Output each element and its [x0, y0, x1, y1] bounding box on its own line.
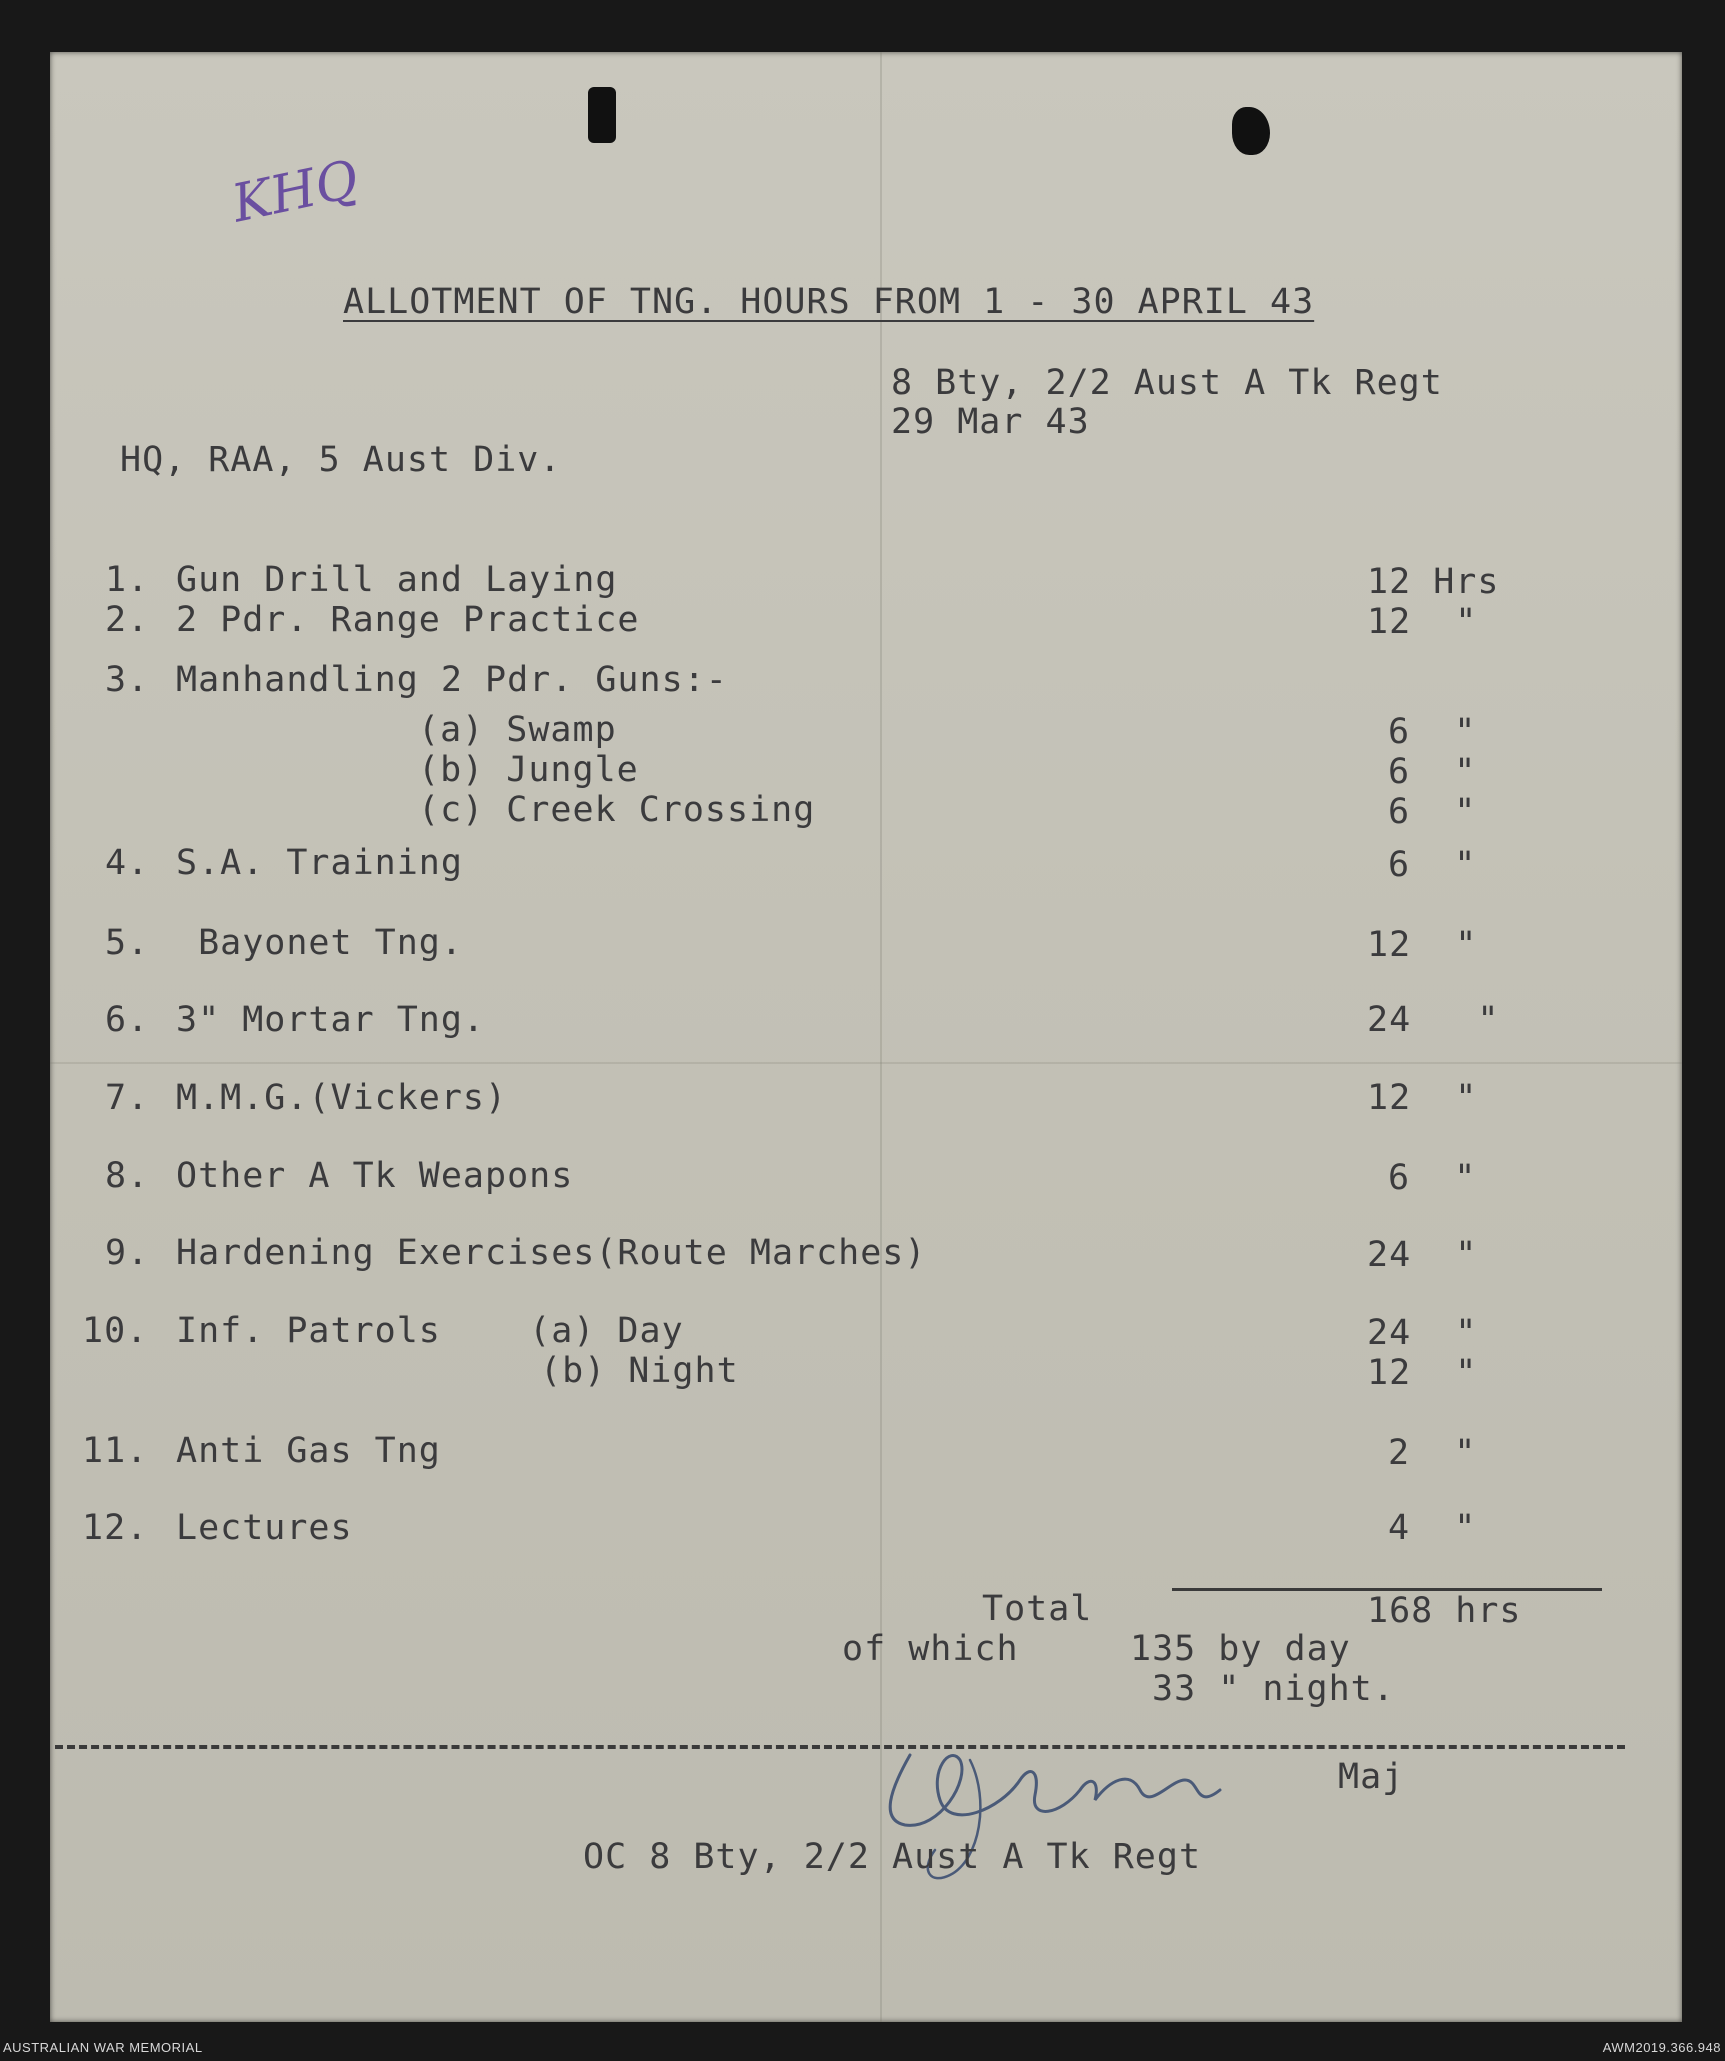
item-hours: 12 " — [1367, 925, 1478, 965]
footer-right: AWM2019.366.948 — [1602, 2040, 1721, 2055]
item-label: Gun Drill and Laying — [176, 560, 618, 600]
item-label: S.A. Training — [176, 843, 463, 883]
breakdown-night: 33 " night. — [1152, 1669, 1395, 1709]
item-number: 1. — [105, 560, 150, 600]
item-number: 6. — [105, 1000, 150, 1040]
item-label: Hardening Exercises(Route Marches) — [176, 1233, 927, 1273]
item-number: 4. — [105, 843, 150, 883]
item-number: 9. — [105, 1233, 150, 1273]
item-hours: 12 " — [1367, 602, 1478, 642]
item-hours: 6 " — [1388, 845, 1477, 885]
item-hours: 12 " — [1367, 1353, 1478, 1393]
recipient: HQ, RAA, 5 Aust Div. — [120, 440, 562, 480]
item-hours: 12 " — [1367, 1078, 1478, 1118]
item-hours: 6 " — [1388, 712, 1477, 752]
total-value: 168 hrs — [1367, 1591, 1522, 1631]
item-label: Bayonet Tng. — [176, 923, 463, 963]
item-number: 2. — [105, 600, 150, 640]
item-label: Other A Tk Weapons — [176, 1156, 574, 1196]
sender-unit: 8 Bty, 2/2 Aust A Tk Regt — [891, 363, 1443, 403]
item-label: 2 Pdr. Range Practice — [176, 600, 640, 640]
footer-left: AUSTRALIAN WAR MEMORIAL — [3, 2040, 203, 2055]
item-hours: 24 " — [1367, 1000, 1500, 1040]
item-number: 7. — [105, 1078, 150, 1118]
total-label: Total — [982, 1589, 1093, 1629]
item-label: Manhandling 2 Pdr. Guns:- — [176, 660, 728, 700]
item-hours: 24 " — [1367, 1235, 1478, 1275]
punch-hole-left — [588, 87, 616, 143]
item-label: Inf. Patrols (a) Day — [176, 1311, 684, 1351]
item-number: 11. — [82, 1431, 149, 1471]
signature-block: OC 8 Bty, 2/2 Aust A Tk Regt — [583, 1837, 1202, 1877]
punch-hole-right — [1232, 107, 1270, 155]
item-sub-label: (a) Swamp — [418, 710, 617, 750]
document-date: 29 Mar 43 — [891, 402, 1090, 442]
item-sub-label: (b) Night — [540, 1351, 739, 1391]
item-hours: 2 " — [1388, 1433, 1477, 1473]
item-label: M.M.G.(Vickers) — [176, 1078, 508, 1118]
separator-rule — [55, 1745, 1625, 1749]
signature-rank: Maj — [1338, 1757, 1405, 1797]
item-hours: 24 " — [1367, 1313, 1478, 1353]
item-hours: 4 " — [1388, 1508, 1477, 1548]
breakdown-day: 135 by day — [1130, 1629, 1351, 1669]
item-number: 12. — [82, 1508, 149, 1548]
item-label: 3" Mortar Tng. — [176, 1000, 486, 1040]
item-label: Lectures — [176, 1508, 353, 1548]
item-hours: 6 " — [1388, 752, 1477, 792]
breakdown-prefix: of which — [842, 1629, 1019, 1669]
document-title: ALLOTMENT OF TNG. HOURS FROM 1 - 30 APRIL 43 — [343, 282, 1315, 322]
item-label: Anti Gas Tng — [176, 1431, 441, 1471]
item-number: 3. — [105, 660, 150, 700]
item-hours: 12 Hrs — [1367, 562, 1500, 602]
item-number: 10. — [82, 1311, 149, 1351]
item-number: 8. — [105, 1156, 150, 1196]
item-sub-label: (c) Creek Crossing — [418, 790, 816, 830]
handwritten-annotation: KHQ — [227, 149, 364, 235]
item-hours: 6 " — [1388, 792, 1477, 832]
item-number: 5. — [105, 923, 150, 963]
item-hours: 6 " — [1388, 1158, 1477, 1198]
item-sub-label: (b) Jungle — [418, 750, 639, 790]
